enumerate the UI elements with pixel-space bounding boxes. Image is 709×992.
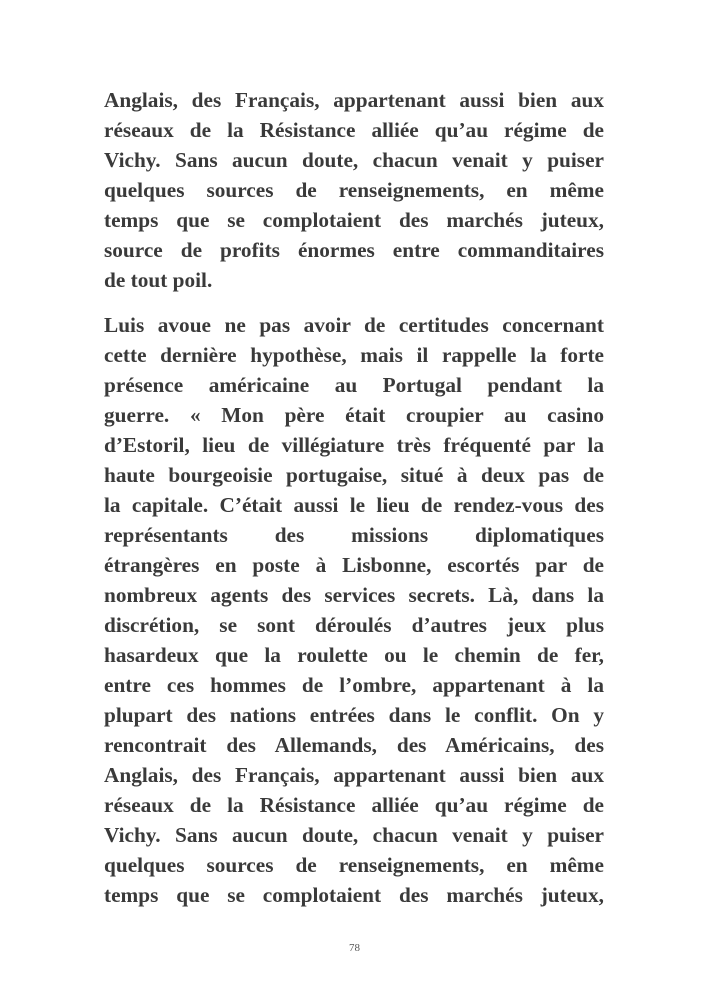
- text-line: Anglais, des Français, appartenant aussi bien aux: [104, 763, 604, 787]
- text-line: cette dernière hypothèse, mais il rappelle la forte: [104, 343, 604, 367]
- paragraph-1: [104, 85, 604, 295]
- text-line: de tout poil.: [104, 268, 213, 292]
- text-line: Luis avoue ne pas avoir de certitudes concernant: [104, 313, 604, 337]
- text-line: rencontrait des Allemands, des Américains, des: [104, 733, 604, 757]
- text-line: temps que se complotaient des marchés juteux,: [104, 208, 604, 232]
- paragraph-2: [104, 310, 604, 910]
- text-line: Anglais, des Français, appartenant aussi bien aux: [104, 88, 604, 112]
- text-line: nombreux agents des services secrets. Là, dans la: [104, 583, 604, 607]
- text-line: discrétion, se sont déroulés d’autres jeux plus: [104, 613, 604, 637]
- text-line: Vichy. Sans aucun doute, chacun venait y puiser: [104, 823, 604, 847]
- text-line: temps que se complotaient des marchés juteux,: [104, 883, 604, 907]
- text-line: représentants des missions diplomatiques: [104, 523, 604, 547]
- text-line: Vichy. Sans aucun doute, chacun venait y puiser: [104, 148, 604, 172]
- text-line: étrangères en poste à Lisbonne, escortés par de: [104, 553, 604, 577]
- text-line: la capitale. C’était aussi le lieu de rendez-vous des: [104, 493, 604, 517]
- text-line: présence américaine au Portugal pendant la: [104, 373, 604, 397]
- text-line: réseaux de la Résistance alliée qu’au régime de: [104, 793, 604, 817]
- text-line: source de profits énormes entre commanditaires: [104, 238, 604, 262]
- page-number: 78: [349, 942, 360, 954]
- text-line: d’Estoril, lieu de villégiature très fréquenté par la: [104, 433, 604, 457]
- text-line: plupart des nations entrées dans le conflit. On y: [104, 703, 604, 727]
- text-line: quelques sources de renseignements, en même: [104, 853, 604, 877]
- text-line: quelques sources de renseignements, en même: [104, 178, 604, 202]
- text-line: guerre. « Mon père était croupier au casino: [104, 403, 604, 427]
- text-line: haute bourgeoisie portugaise, situé à deux pas de: [104, 463, 604, 487]
- text-line: hasardeux que la roulette ou le chemin de fer,: [104, 643, 604, 667]
- text-line: entre ces hommes de l’ombre, appartenant à la: [104, 673, 604, 697]
- text-line: réseaux de la Résistance alliée qu’au régime de: [104, 118, 604, 142]
